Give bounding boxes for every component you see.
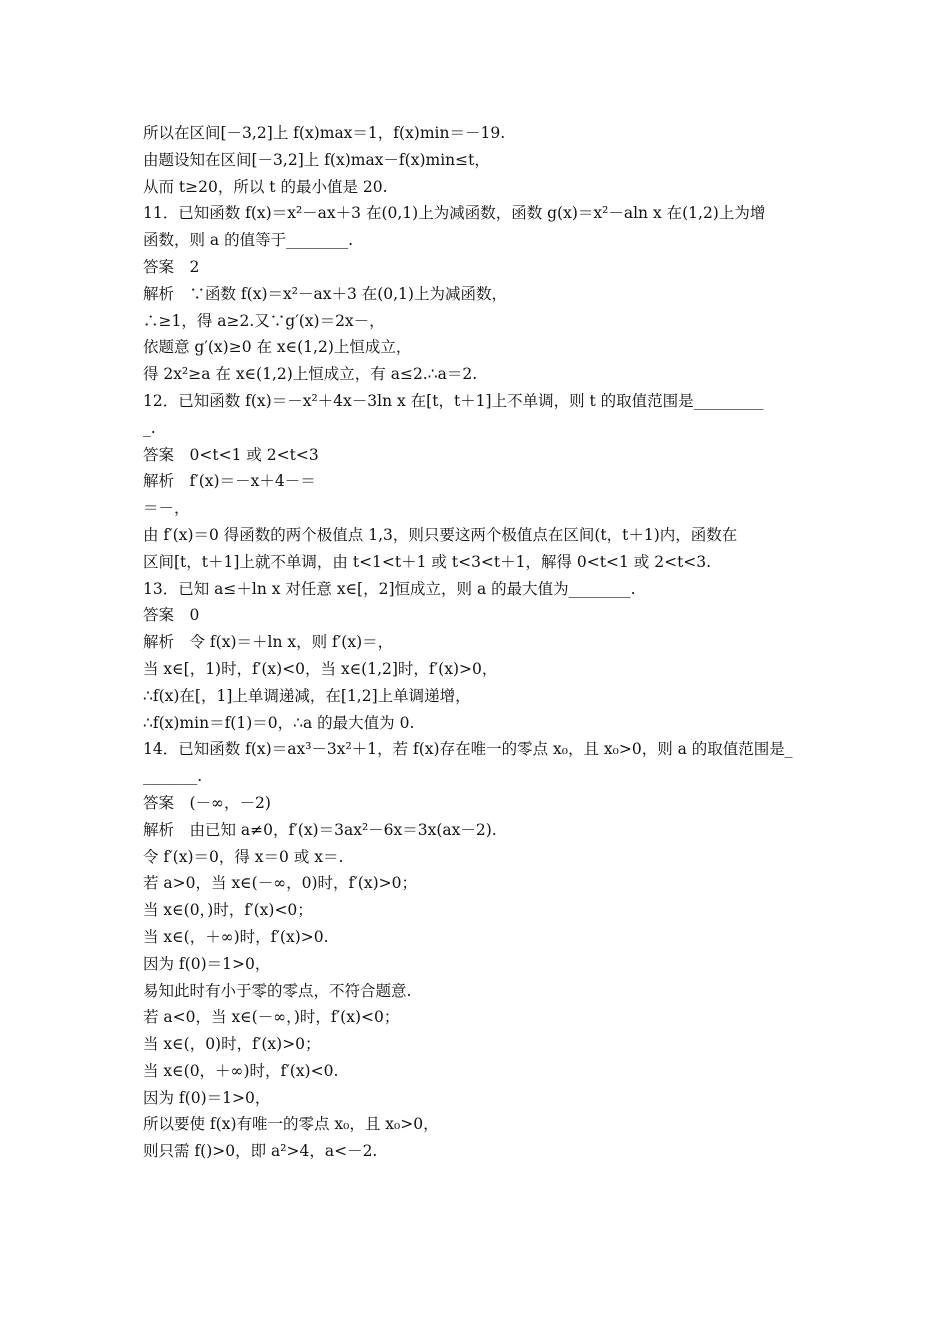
text-line: 令 f′(x)＝0，得 x＝0 或 x＝. [143, 847, 344, 866]
text-line: 若 a>0，当 x∈(－∞，0)时，f′(x)>0； [143, 874, 417, 893]
question-11-line-1: 11．已知函数 f(x)＝x²－ax＋3 在(0,1)上为减函数，函数 g(x)＝x²－aln x 在(1,2)上为增 [143, 204, 766, 223]
text-line: 所以要使 f(x)有唯一的零点 x₀，且 x₀>0， [143, 1115, 439, 1134]
text-line: 因为 f(0)＝1>0， [143, 1088, 271, 1107]
text-line: 从而 t≥20，所以 t 的最小值是 20. [143, 177, 388, 196]
question-14-line-1: 14．已知函数 f(x)＝ax³－3x²＋1，若 f(x)存在唯一的零点 x₀，且 x₀>0，则 a 的取值范围是_ [143, 740, 793, 759]
text-line: ＝－， [143, 499, 190, 518]
question-13: 13．已知 a≤＋ln x 对任意 x∈[，2]恒成立，则 a 的最大值为________. [143, 579, 636, 598]
question-14-line-2: _______. [143, 767, 203, 786]
document-body [143, 120, 813, 1165]
text-line: 当 x∈(，＋∞)时，f′(x)>0. [143, 927, 329, 946]
text-line: ∴f(x)min＝f(1)＝0，∴a 的最大值为 0. [143, 713, 415, 732]
text-line: 由 f′(x)＝0 得函数的两个极值点 1,3，则只要这两个极值点在区间(t，t＋1)内，函数在 [143, 525, 738, 544]
text-line: 由题设知在区间[－3,2]上 f(x)max－f(x)min≤t， [143, 150, 490, 169]
text-line: 依题意 g′(x)≥0 在 x∈(1,2)上恒成立， [143, 338, 412, 357]
text-line: 当 x∈(，0)时，f′(x)>0； [143, 1035, 321, 1054]
analysis-13: 解析 令 f(x)＝＋ln x，则 f′(x)＝， [143, 633, 394, 652]
text-line: 易知此时有小于零的零点，不符合题意. [143, 981, 412, 1000]
text-line: ∴≥1，得 a≥2.又∵g′(x)＝2x－， [143, 311, 385, 330]
text-line: 因为 f(0)＝1>0， [143, 954, 271, 973]
text-line: 当 x∈(0，＋∞)时，f′(x)<0. [143, 1061, 339, 1080]
text-line: 则只需 f()>0，即 a²>4，a<－2. [143, 1142, 378, 1161]
text-line: 区间[t，t＋1]上就不单调，由 t<1<t＋1 或 t<3<t＋1，解得 0<t<1 或 2<t<3. [143, 552, 712, 571]
text-line: 得 2x²≥a 在 x∈(1,2)上恒成立，有 a≤2.∴a＝2. [143, 365, 478, 384]
analysis-12: 解析 f′(x)＝－x＋4－＝ [143, 472, 316, 491]
text-line: 当 x∈[，1)时，f′(x)<0，当 x∈(1,2]时，f′(x)>0， [143, 659, 498, 678]
analysis-14: 解析 由已知 a≠0，f′(x)＝3ax²－6x＝3x(ax－2). [143, 820, 497, 839]
answer-12: 答案 0<t<1 或 2<t<3 [143, 445, 319, 464]
answer-13: 答案 0 [143, 606, 200, 625]
text-line: 若 a<0，当 x∈(－∞，)时，f′(x)<0； [143, 1008, 400, 1027]
text-line: 所以在区间[－3,2]上 f(x)max＝1，f(x)min＝－19. [143, 124, 506, 142]
question-12-line-2: _. [143, 418, 156, 437]
analysis-11: 解析 ∵函数 f(x)＝x²－ax＋3 在(0,1)上为减函数， [143, 284, 507, 303]
answer-14: 答案 (－∞，－2) [143, 793, 271, 812]
answer-11: 答案 2 [143, 257, 200, 276]
question-11-line-2: 函数，则 a 的值等于________. [143, 231, 354, 250]
text-line: 当 x∈(0，)时，f′(x)<0； [143, 901, 313, 920]
text-line: ∴f(x)在[，1]上单调递减，在[1,2]上单调递增， [143, 686, 471, 705]
question-12-line-1: 12．已知函数 f(x)＝－x²＋4x－3ln x 在[t，t＋1]上不单调，则 t 的取值范围是_________ [143, 391, 764, 410]
